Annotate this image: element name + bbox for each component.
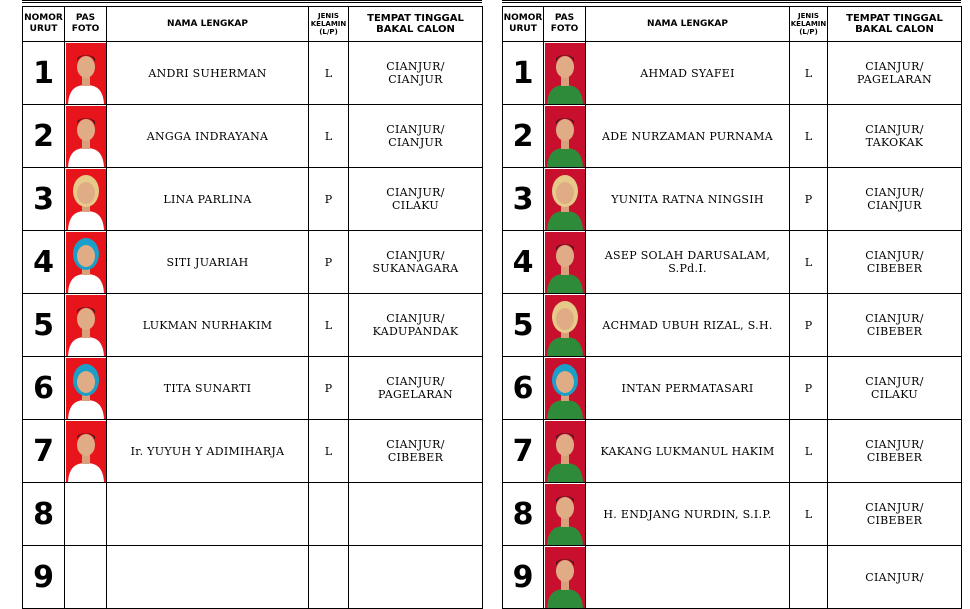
- candidate-number: 9: [23, 546, 65, 609]
- photo-cell: [65, 546, 107, 609]
- candidate-residence: [828, 357, 962, 420]
- photo-cell: [544, 546, 586, 609]
- residence-line-2: CILAKU: [871, 388, 918, 401]
- residence-line-1: CIANJUR/: [865, 249, 924, 262]
- candidate-number: 6: [503, 357, 544, 420]
- residence-line-2: CIANJUR: [388, 73, 443, 86]
- residence-line-1: CIANJUR/: [386, 312, 445, 325]
- photo-cell: [65, 294, 107, 357]
- candidate-photo: [66, 43, 106, 104]
- portrait-icon: [66, 169, 106, 230]
- table-row: [503, 546, 962, 609]
- candidate-name: ANDRI SUHERMAN: [107, 42, 309, 105]
- residence-line-1: CIANJUR/: [386, 249, 445, 262]
- candidate-number: 1: [23, 42, 65, 105]
- photo-cell: [544, 294, 586, 357]
- candidate-number: 8: [503, 483, 544, 546]
- candidate-residence: [349, 357, 483, 420]
- photo-cell: [65, 105, 107, 168]
- table-row: [503, 294, 962, 357]
- candidate-name: AHMAD SYAFEI: [586, 42, 790, 105]
- residence-line-1: CIANJUR/: [386, 186, 445, 199]
- candidate-residence: [349, 105, 483, 168]
- residence-line-1: CIANJUR/: [386, 438, 445, 451]
- residence-line-1: CIANJUR/: [386, 375, 445, 388]
- portrait-icon: [545, 358, 585, 419]
- candidate-number: 7: [503, 420, 544, 483]
- candidate-photo: [545, 421, 585, 482]
- candidate-photo: [545, 106, 585, 167]
- candidate-gender: [309, 546, 349, 609]
- table-row: [23, 546, 483, 609]
- photo-cell: [65, 357, 107, 420]
- candidate-photo: [66, 484, 106, 545]
- candidate-name: [107, 483, 309, 546]
- right-candidate-sheet: [502, 0, 961, 595]
- candidate-number: 4: [503, 231, 544, 294]
- left-candidate-sheet: [22, 0, 482, 595]
- candidate-number: 5: [503, 294, 544, 357]
- residence-line-1: CIANJUR/: [386, 123, 445, 136]
- candidate-gender: L: [309, 42, 349, 105]
- header-nama-lengkap: NAMA LENGKAP: [586, 7, 790, 42]
- candidate-residence: [828, 231, 962, 294]
- candidate-residence: [828, 105, 962, 168]
- photo-cell: [65, 420, 107, 483]
- residence-line-2: CIANJUR: [388, 136, 443, 149]
- photo-cell: [544, 231, 586, 294]
- candidate-number: 7: [23, 420, 65, 483]
- candidate-name: H. ENDJANG NURDIN, S.I.P.: [586, 483, 790, 546]
- header-jenis-kelamin: JENIS KELAMIN (L/P): [309, 7, 349, 42]
- header-nomor-urut: NOMOR URUT: [503, 7, 544, 42]
- residence-line-1: CIANJUR/: [865, 501, 924, 514]
- candidate-number: 3: [23, 168, 65, 231]
- residence-line-1: CIANJUR/: [865, 375, 924, 388]
- candidate-gender: P: [790, 168, 828, 231]
- candidate-name: TITA SUNARTI: [107, 357, 309, 420]
- photo-cell: [544, 105, 586, 168]
- candidate-residence: [349, 231, 483, 294]
- candidate-photo: [66, 106, 106, 167]
- portrait-icon: [66, 106, 106, 167]
- candidate-photo: [66, 421, 106, 482]
- residence-line-2: CIBEBER: [387, 451, 444, 464]
- candidate-residence: [349, 420, 483, 483]
- candidate-name: LUKMAN NURHAKIM: [107, 294, 309, 357]
- photo-cell: [544, 420, 586, 483]
- candidate-residence: [349, 483, 483, 546]
- candidate-residence: [828, 42, 962, 105]
- table-row: [23, 231, 483, 294]
- residence-line-2: CIBEBER: [866, 325, 923, 338]
- candidate-residence: [349, 42, 483, 105]
- table-row: [503, 168, 962, 231]
- candidate-gender: P: [309, 231, 349, 294]
- photo-cell: [544, 42, 586, 105]
- table-row: [503, 420, 962, 483]
- header-tempat-tinggal: TEMPAT TINGGAL BAKAL CALON: [349, 7, 483, 42]
- candidate-gender: L: [790, 231, 828, 294]
- candidate-number: 2: [503, 105, 544, 168]
- photo-cell: [65, 483, 107, 546]
- candidate-photo: [66, 232, 106, 293]
- candidate-photo: [545, 484, 585, 545]
- residence-line-2: CIANJUR: [867, 199, 922, 212]
- residence-line-2: CIBEBER: [866, 262, 923, 275]
- portrait-icon: [545, 547, 585, 608]
- residence-line-2: TAKOKAK: [865, 136, 924, 149]
- candidate-name: ADE NURZAMAN PURNAMA: [586, 105, 790, 168]
- candidate-gender: [790, 546, 828, 609]
- candidate-number: 5: [23, 294, 65, 357]
- candidate-photo: [545, 43, 585, 104]
- candidate-name: LINA PARLINA: [107, 168, 309, 231]
- candidate-name: ACHMAD UBUH RIZAL, S.H.: [586, 294, 790, 357]
- residence-line-2: KADUPANDAK: [372, 325, 459, 338]
- candidate-gender: [309, 483, 349, 546]
- candidate-residence: [349, 294, 483, 357]
- portrait-icon: [545, 484, 585, 545]
- candidate-residence: [828, 483, 962, 546]
- portrait-icon: [66, 421, 106, 482]
- portrait-icon: [545, 232, 585, 293]
- header-pas-foto: PAS FOTO: [65, 7, 107, 42]
- candidate-residence: [828, 546, 962, 609]
- header-row: [23, 7, 483, 42]
- photo-cell: [544, 483, 586, 546]
- portrait-icon: [66, 295, 106, 356]
- candidate-number: 3: [503, 168, 544, 231]
- candidate-name: [107, 546, 309, 609]
- table-row: [503, 483, 962, 546]
- portrait-icon: [66, 43, 106, 104]
- header-nomor-urut: NOMOR URUT: [23, 7, 65, 42]
- portrait-icon: [545, 106, 585, 167]
- table-row: [503, 105, 962, 168]
- residence-line-2: PAGELARAN: [857, 73, 932, 86]
- table-row: [503, 231, 962, 294]
- candidate-gender: P: [309, 168, 349, 231]
- candidate-residence: [828, 168, 962, 231]
- residence-line-1: CIANJUR/: [865, 123, 924, 136]
- header-jenis-kelamin: JENIS KELAMIN (L/P): [790, 7, 828, 42]
- residence-line-1: CIANJUR/: [865, 312, 924, 325]
- residence-line-2: CIBEBER: [866, 514, 923, 527]
- candidate-gender: P: [309, 357, 349, 420]
- candidate-photo: [545, 232, 585, 293]
- candidate-photo: [66, 295, 106, 356]
- top-border: [22, 0, 482, 3]
- candidate-number: 6: [23, 357, 65, 420]
- table-row: [23, 420, 483, 483]
- candidate-gender: L: [790, 105, 828, 168]
- candidate-number: 8: [23, 483, 65, 546]
- candidate-residence: [349, 168, 483, 231]
- portrait-icon: [545, 169, 585, 230]
- portrait-icon: [545, 43, 585, 104]
- candidate-photo: [545, 547, 585, 608]
- table-row: [23, 294, 483, 357]
- residence-line-1: CIANJUR/: [386, 60, 445, 73]
- candidate-residence: [828, 294, 962, 357]
- candidate-gender: L: [309, 105, 349, 168]
- portrait-icon: [66, 232, 106, 293]
- table-row: [23, 357, 483, 420]
- residence-line-1: CIANJUR/: [865, 438, 924, 451]
- table-row: [503, 357, 962, 420]
- photo-cell: [65, 42, 107, 105]
- candidate-gender: L: [309, 420, 349, 483]
- residence-line-2: CIBEBER: [866, 451, 923, 464]
- table-row: [503, 42, 962, 105]
- candidate-gender: L: [790, 42, 828, 105]
- candidate-number: 4: [23, 231, 65, 294]
- candidate-name: ANGGA INDRAYANA: [107, 105, 309, 168]
- residence-line-1: CIANJUR/: [865, 570, 924, 584]
- candidate-photo: [545, 358, 585, 419]
- table-row: [23, 105, 483, 168]
- photo-cell: [544, 168, 586, 231]
- photo-cell: [65, 231, 107, 294]
- candidate-name: SITI JUARIAH: [107, 231, 309, 294]
- residence-line-2: SUKANAGARA: [372, 262, 459, 275]
- candidate-photo: [545, 169, 585, 230]
- candidate-photo: [66, 547, 106, 608]
- candidate-residence: [349, 546, 483, 609]
- candidate-photo: [66, 358, 106, 419]
- portrait-icon: [545, 295, 585, 356]
- candidate-name: INTAN PERMATASARI: [586, 357, 790, 420]
- candidate-photo: [66, 169, 106, 230]
- candidate-name: YUNITA RATNA NINGSIH: [586, 168, 790, 231]
- candidate-gender: P: [790, 294, 828, 357]
- candidate-number: 1: [503, 42, 544, 105]
- residence-line-1: CIANJUR/: [865, 60, 924, 73]
- residence-line-1: CIANJUR/: [865, 186, 924, 199]
- residence-line-2: PAGELARAN: [378, 388, 453, 401]
- candidate-name: Ir. YUYUH Y ADIMIHARJA: [107, 420, 309, 483]
- top-border: [502, 0, 961, 3]
- candidate-gender: L: [790, 420, 828, 483]
- candidate-number: 2: [23, 105, 65, 168]
- residence-line-2: CILAKU: [392, 199, 439, 212]
- candidate-gender: P: [790, 357, 828, 420]
- header-tempat-tinggal: TEMPAT TINGGAL BAKAL CALON: [828, 7, 962, 42]
- table-row: [23, 42, 483, 105]
- candidate-photo: [545, 295, 585, 356]
- portrait-icon: [66, 358, 106, 419]
- candidate-number: 9: [503, 546, 544, 609]
- photo-cell: [65, 168, 107, 231]
- candidate-gender: L: [790, 483, 828, 546]
- right-candidate-table: [502, 6, 962, 609]
- left-candidate-table: [22, 6, 483, 609]
- candidate-name: [586, 546, 790, 609]
- candidate-name: ASEP SOLAH DARUSALAM, S.Pd.I.: [586, 231, 790, 294]
- table-row: [23, 483, 483, 546]
- header-row: [503, 7, 962, 42]
- table-row: [23, 168, 483, 231]
- photo-cell: [544, 357, 586, 420]
- candidate-gender: L: [309, 294, 349, 357]
- portrait-icon: [545, 421, 585, 482]
- candidate-name: KAKANG LUKMANUL HAKIM: [586, 420, 790, 483]
- header-nama-lengkap: NAMA LENGKAP: [107, 7, 309, 42]
- header-pas-foto: PAS FOTO: [544, 7, 586, 42]
- candidate-residence: [828, 420, 962, 483]
